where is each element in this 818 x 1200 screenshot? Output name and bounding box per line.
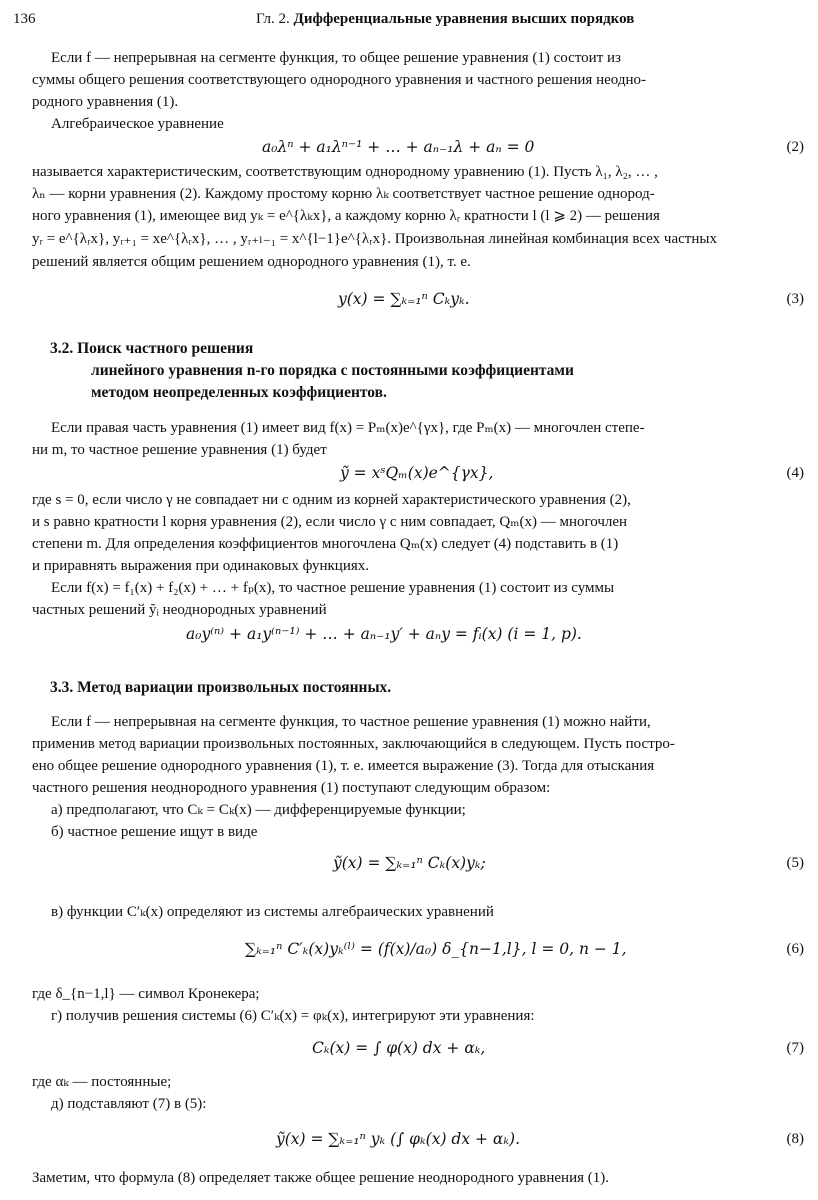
display-equation: ỹ = xˢQₘ(x)e^{γx}, (340, 464, 494, 482)
chapter-label: Гл. 2. (256, 11, 290, 27)
running-header (256, 11, 634, 28)
equation-number: (8) (786, 1131, 804, 1147)
paragraph-line: частных решений ỹᵢ неоднородных уравнений (32, 602, 327, 618)
section-heading: 3.2. Поиск частного решения (50, 340, 254, 357)
paragraph-line: в) функции C′ₖ(x) определяют из системы алгебраических уравнений (51, 904, 494, 920)
paragraph-line: Если f — непрерывная на сегменте функция, то частное решение уравнения (1) можно найти, (51, 714, 651, 730)
display-equation: ∑ₖ₌₁ⁿ C′ₖ(x)yₖ⁽ˡ⁾ = (f(x)/a₀) δ_{n−1,l}, l = 0, n − 1, (245, 940, 627, 958)
paragraph-line: ного уравнения (1), имеющее вид yₖ = e^{λₖx}, а каждому корню λᵣ кратности l (l ⩾ 2) — решения (32, 208, 660, 224)
paragraph-line: Если f — непрерывная на сегменте функция, то общее решение уравнения (1) состоит из (51, 50, 621, 66)
paragraph-line: ни m, то частное решение уравнения (1) будет (32, 442, 327, 458)
display-equation: ỹ(x) = ∑ₖ₌₁ⁿ yₖ (∫ φₖ(x) dx + αₖ). (276, 1130, 521, 1148)
display-equation: ỹ(x) = ∑ₖ₌₁ⁿ Cₖ(x)yₖ; (333, 854, 486, 872)
display-equation: y(x) = ∑ₖ₌₁ⁿ Cₖyₖ. (338, 290, 470, 308)
paragraph-line: д) подставляют (7) в (5): (51, 1096, 207, 1112)
paragraph-line: и s равно кратности l корня уравнения (2), если число γ с ним совпадает, Qₘ(x) — многочлен (32, 514, 628, 530)
equation-number: (7) (786, 1040, 804, 1056)
section-heading: линейного уравнения n-го порядка с постоянными коэффициентами (91, 362, 574, 379)
equation-number: (2) (786, 139, 804, 155)
equation-number: (4) (786, 465, 804, 481)
paragraph-line: yᵣ = e^{λᵣx}, yᵣ₊₁ = xe^{λᵣx}, … , yᵣ₊ₗ₋₁ = x^{l−1}e^{λᵣx}. Произвольная линейная комбинация всех частных (32, 231, 717, 247)
paragraph-line: Алгебраическое уравнение (51, 116, 224, 132)
equation-number: (6) (786, 941, 804, 957)
display-equation: Cₖ(x) = ∫ φ(x) dx + αₖ, (312, 1039, 486, 1057)
paragraph-line: суммы общего решения соответствующего однородного уравнения и частного решения неодно- (32, 72, 646, 88)
page-number: 136 (13, 11, 36, 27)
paragraph-line: где δ_{n−1,l} — символ Кронекера; (32, 986, 260, 1002)
equation-number: (5) (786, 855, 804, 871)
paragraph-line: родного уравнения (1). (32, 94, 179, 110)
paragraph-line: где s = 0, если число γ не совпадает ни с одним из корней характеристического уравнения (2), (32, 492, 631, 508)
display-equation: a₀y⁽ⁿ⁾ + a₁y⁽ⁿ⁻¹⁾ + … + aₙ₋₁y′ + aₙy = fᵢ(x) (i = 1, p). (186, 625, 582, 643)
paragraph-line: степени m. Для определения коэффициентов многочлена Qₘ(x) следует (4) подставить в (1) (32, 536, 619, 552)
paragraph-line: и приравнять выражения при одинаковых функциях. (32, 558, 370, 574)
paragraph-line: Заметим, что формула (8) определяет также общее решение неоднородного уравнения (1). (32, 1170, 610, 1186)
paragraph-line: λₙ — корни уравнения (2). Каждому простому корню λₖ соответствует частное решение однород- (32, 186, 655, 202)
equation-number: (3) (786, 291, 804, 307)
paragraph-line: частного решения неоднородного уравнения (1) поступают следующим образом: (32, 780, 551, 796)
section-heading: 3.3. Метод вариации произвольных постоянных. (50, 679, 392, 696)
paragraph-line: называется характеристическим, соответствующим однородному уравнению (1). Пусть λ₁, λ₂, … , (32, 164, 658, 180)
section-heading: методом неопределенных коэффициентов. (91, 384, 387, 401)
paragraph-line: где αₖ — постоянные; (32, 1074, 172, 1090)
paragraph-line: применив метод вариации произвольных постоянных, заключающийся в следующем. Пусть постро- (32, 736, 675, 752)
paragraph-line: б) частное решение ищут в виде (51, 824, 258, 840)
display-equation: a₀λⁿ + a₁λⁿ⁻¹ + … + aₙ₋₁λ + aₙ = 0 (262, 138, 535, 156)
paragraph-line: ено общее решение однородного уравнения (1), т. е. имеется выражение (3). Тогда для отыскания (32, 758, 655, 774)
paragraph-line: решений является общим решением однородного уравнения (1), т. е. (32, 254, 471, 270)
paragraph-line: а) предполагают, что Cₖ = Cₖ(x) — дифференцируемые функции; (51, 802, 466, 818)
paragraph-line: г) получив решения системы (6) C′ₖ(x) = φₖ(x), интегрируют эти уравнения: (51, 1008, 535, 1024)
paragraph-line: Если f(x) = f₁(x) + f₂(x) + … + fₚ(x), то частное решение уравнения (1) состоит из суммы (51, 580, 615, 596)
paragraph-line: Если правая часть уравнения (1) имеет вид f(x) = Pₘ(x)e^{γx}, где Pₘ(x) — многочлен степе- (51, 420, 645, 436)
chapter-title: Дифференциальные уравнения высших порядков (293, 11, 635, 27)
